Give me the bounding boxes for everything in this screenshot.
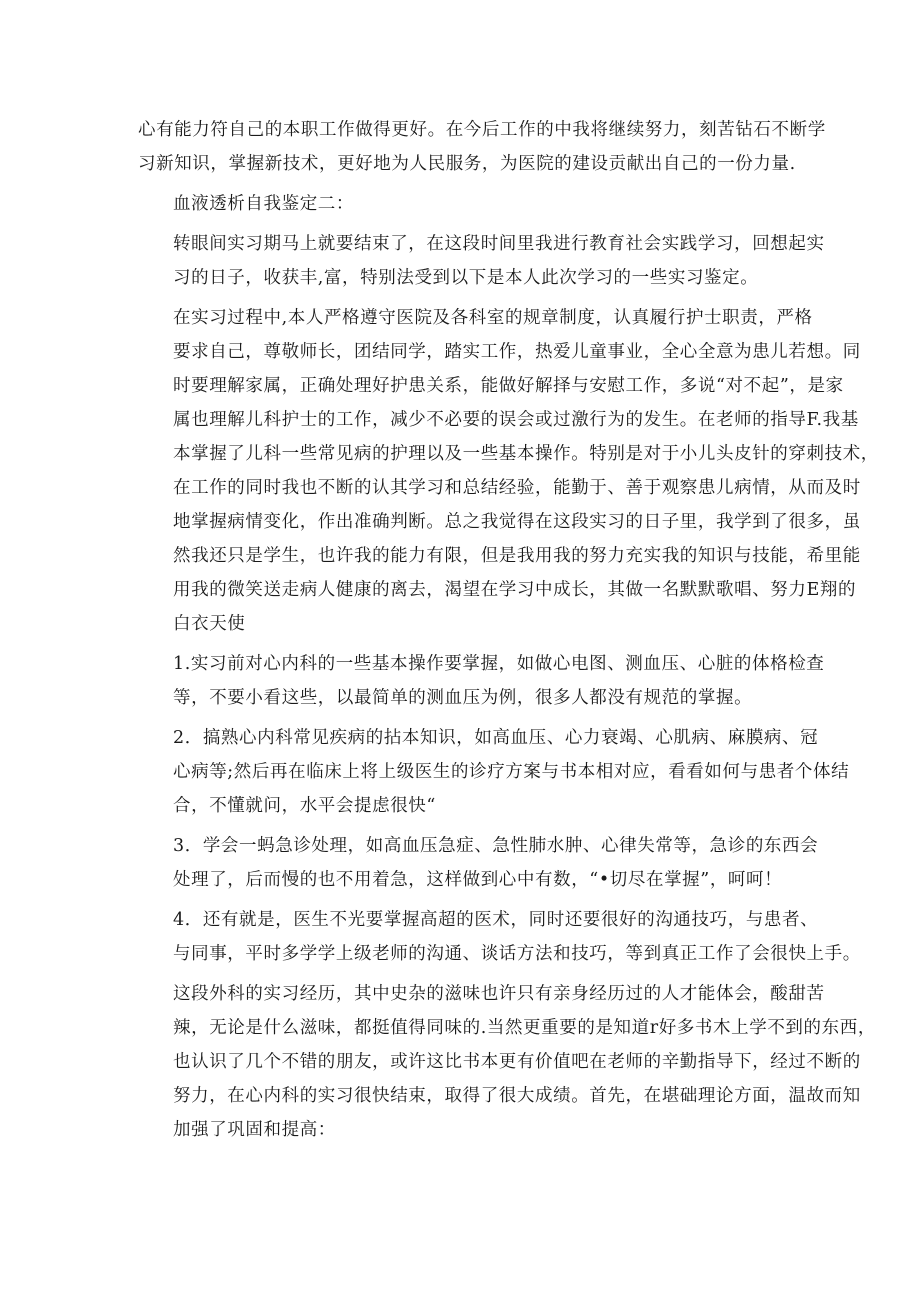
text-line: 血液透析自我鉴定二： <box>173 194 354 214</box>
text-line: 加强了巩固和提高： <box>173 1120 336 1140</box>
text-line: 4．还有就是，医生不光要掌握高超的医术，同时还要很好的沟通技巧，与患者、 <box>173 910 819 930</box>
text-line: 习新知识，掌握新技术，更好地为人民服务，为医院的建设贡献出自己的一份力量. <box>138 154 796 174</box>
text-line: 地掌握病情变化，作出准确判断。总之我觉得在这段实习的日子里，我学到了很多，虽 <box>173 512 861 532</box>
text-line: 与同事，平时多学学上级老师的沟通、谈话方法和技巧，等到真正工作了会很快上手。 <box>173 944 861 964</box>
text-line: 这段外科的实习经历，其中史杂的滋味也许只有亲身经历过的人才能体会，酸甜苦 <box>173 984 825 1004</box>
text-line: 白衣天使 <box>173 614 246 634</box>
paragraph <box>138 113 826 181</box>
text-line: 要求自己，尊敬师长，团结同学，踏实工作，热爱儿童事业，全心全意为患儿若想。同 <box>173 342 861 362</box>
text-line: 也认识了几个不错的朋友，或许这比书本更有价值吧在老师的辛勤指导下，经过不断的 <box>173 1052 861 1072</box>
text-line: 本掌握了儿科一些常见病的护理以及一些基本操作。特别是对于小儿头皮针的穿刺技术， <box>173 444 879 464</box>
text-line: 习的日子，收获丰,富，特别法受到以下是本人此次学习的一些实习鉴定。 <box>173 268 759 288</box>
document-body <box>138 113 879 1153</box>
text-line: 然我还只是学生，也许我的能力有限，但是我用我的努力充实我的知识与技能，希里能 <box>173 546 861 566</box>
text-line: 努力，在心内科的实习很快结束，取得了很大成绩。首先，在堪础理论方面，温故而知 <box>173 1086 861 1106</box>
text-line: 心病等;然后再在临床上将上级医生的诊疗方案与书本相对应，看看如何与患者个体结 <box>173 762 850 782</box>
text-line: 3．学会一蚂急诊处理，如高血压急症、急性肺水肿、心律失常等，急诊的东西会 <box>173 836 819 856</box>
paragraph <box>138 301 879 641</box>
text-line: 辣，无论是什么滋味，都挺值得同味的.当然更重要的是知道r好多书木上学不到的东西， <box>173 1018 876 1038</box>
paragraph <box>138 721 850 823</box>
text-line: 在实习过程中,本人严格遵守医院及各科室的规章制度，认真履行护士职责，严格 <box>173 308 813 328</box>
text-line: 属也理解儿科护士的工作，减少不必要的误会或过激行为的发生。在老师的指导F.我基 <box>173 410 859 430</box>
text-line: 用我的微笑送走病人健康的离去，渴望在学习中成长，其做一名默默歌唱、努力E翔的 <box>173 580 857 600</box>
paragraph <box>138 227 825 295</box>
text-line: 处理了，后而慢的也不用着急，这样做到心中有数，“•切尽在掌握”，呵呵！ <box>173 870 783 890</box>
text-line: 时要理解家属，正确处理好护患关系，能做好解择与安慰工作，多说“对不起”，是家 <box>173 376 844 396</box>
paragraph <box>138 903 861 971</box>
text-line: 合，不懂就问，水平会提虑很快“ <box>173 796 436 816</box>
paragraph <box>138 187 780 221</box>
text-line: 在工作的同时我也不断的认其学习和总结经验，能勤于、善于观察患儿病情，从而及时 <box>173 478 861 498</box>
text-line: 心有能力符自己的本职工作做得更好。在今后工作的中我将继续努力，刻苦钻石不断学 <box>138 120 826 140</box>
paragraph <box>138 977 876 1147</box>
text-line: 等，不要小看这些，以最简单的测血压为例，很多人都没有规范的掌握。 <box>173 688 753 708</box>
text-line: 转眼间实习期马上就要结束了，在这段时间里我进行教育社会实践学习，回想起实 <box>173 234 825 254</box>
paragraph <box>138 829 819 897</box>
text-line: 2．搞熟心内科常见疾病的拈本知识，如高血压、心力衰竭、心肌病、麻膜病、冠 <box>173 728 819 748</box>
paragraph <box>138 647 825 715</box>
text-line: 1.实习前对心内科的一些基本操作要掌握，如做心电图、测血压、心脏的体格检查 <box>173 654 825 674</box>
